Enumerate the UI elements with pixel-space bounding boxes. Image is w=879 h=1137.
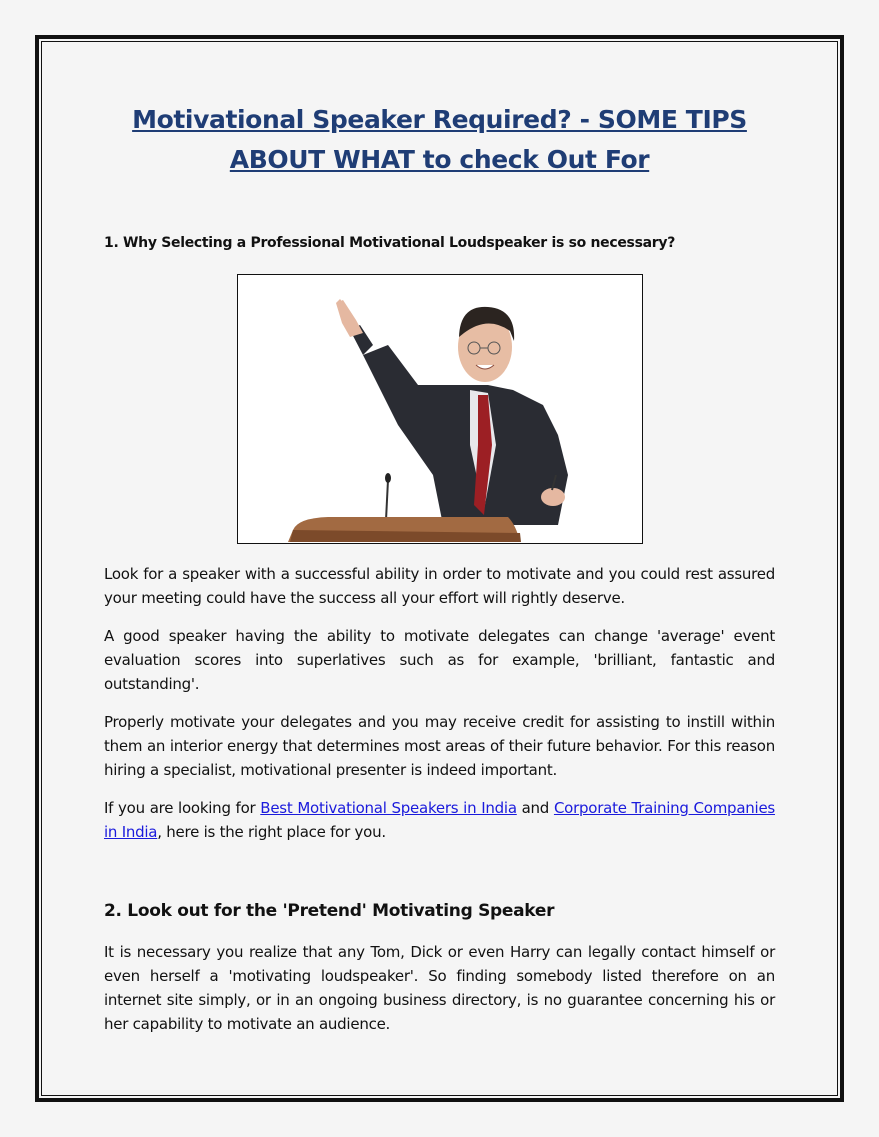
- document-body: [104, 100, 775, 1036]
- paragraph-4-suffix: , here is the right place for you.: [157, 823, 386, 841]
- paragraph-5: It is necessary you realize that any Tom, Dick or even Harry can legally contact himself or even herself a 'motivating loudspeaker'. So finding somebody listed therefore on an internet site simply, or in an ongoing business directory, is no guarantee concerning his or her capability to motivate an audience.: [104, 943, 775, 1033]
- paragraph-2: A good speaker having the ability to motivate delegates can change 'average' event evaluation scores into superlatives such as for example, 'brilliant, fantastic and outstanding'.: [104, 627, 775, 693]
- paragraph-4-middle: and: [516, 799, 554, 817]
- speaker-illustration: [238, 275, 641, 542]
- best-motivational-speakers-link[interactable]: Best Motivational Speakers in India: [260, 799, 517, 817]
- section-2-heading: 2. Look out for the 'Pretend' Motivating Speaker: [104, 901, 555, 921]
- paragraph-4-prefix: If you are looking for: [104, 799, 261, 817]
- speaker-photo: [237, 274, 643, 544]
- document-title: Motivational Speaker Required? - SOME TIPS ABOUT WHAT to check Out For: [132, 105, 747, 174]
- corporate-training-companies-link[interactable]: Corporate Training Companies in India: [104, 799, 775, 841]
- paragraph-3: Properly motivate your delegates and you may receive credit for assisting to instill within them an interior energy that determines most areas of their future behavior. For this reason hiring a specialist, motivational presenter is indeed important.: [104, 713, 775, 779]
- section-1-heading: 1. Why Selecting a Professional Motivational Loudspeaker is so necessary?: [104, 235, 676, 251]
- paragraph-4: [104, 796, 775, 844]
- paragraph-1: Look for a speaker with a successful ability in order to motivate and you could rest assured your meeting could have the success all your effort will rightly deserve.: [104, 565, 775, 607]
